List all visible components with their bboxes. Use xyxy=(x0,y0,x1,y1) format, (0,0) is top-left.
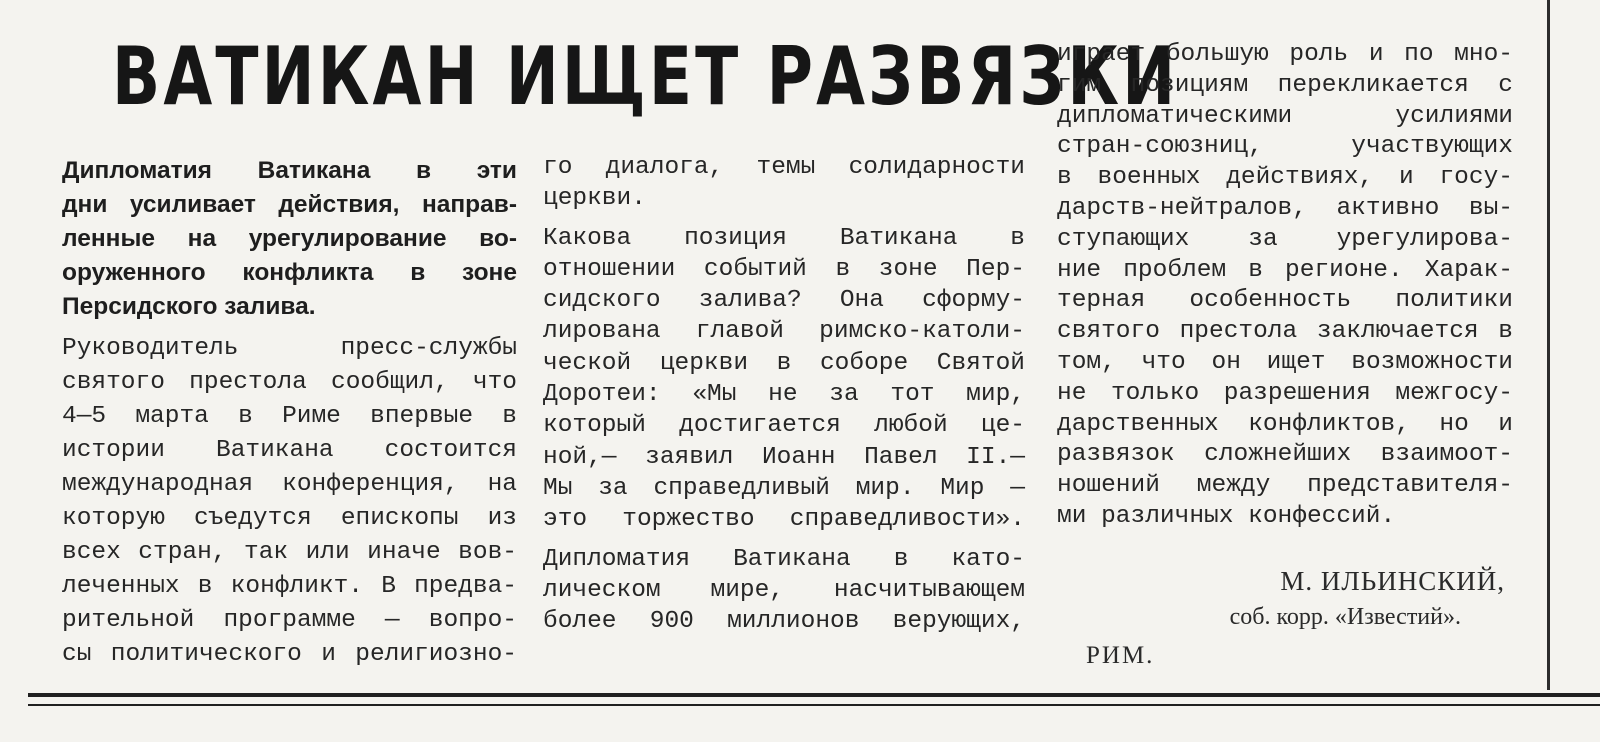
author-name: М. ИЛЬИНСКИЙ, xyxy=(1280,566,1505,596)
article-headline: ВАТИКАН ИЩЕТ РАЗВЯЗКИ xyxy=(112,30,1179,123)
text-line: Какова позиция Ватикана в xyxy=(543,224,1025,252)
text-line: более 900 миллионов верующих, xyxy=(543,608,1025,636)
text-line: ной,— заявил Иоанн Павел II.— xyxy=(543,443,1025,471)
text-line: церкви. xyxy=(543,185,646,213)
text-line: Персидского залива. xyxy=(62,293,316,320)
text-line: ческой церкви в соборе Святой xyxy=(543,349,1025,377)
text-line: сы политического и религиозно- xyxy=(62,641,517,668)
text-line: святого престола сообщил, что xyxy=(62,369,517,396)
bottom-rule-thin xyxy=(28,704,1600,706)
column-1 xyxy=(62,154,517,672)
text-line: стран-союзниц, участвующих xyxy=(1057,133,1513,161)
text-line: международная конференция, на xyxy=(62,471,517,498)
text-line: леченных в конфликт. В предва- xyxy=(62,573,517,600)
text-line: развязок сложнейших взаимоот- xyxy=(1057,441,1513,469)
text-line: Руководитель пресс-службы xyxy=(62,335,517,362)
text-line: дарств-нейтралов, активно вы- xyxy=(1057,194,1513,222)
text-line: которую съедутся епископы из xyxy=(62,505,517,532)
text-line: го диалога, темы солидарности xyxy=(543,154,1025,181)
text-line: дипломатическими усилиями xyxy=(1057,102,1513,130)
text-line: том, что он ищет возможности xyxy=(1057,348,1513,376)
text-line: всех стран, так или иначе вов- xyxy=(62,539,517,566)
dateline-city: РИМ. xyxy=(1086,642,1155,669)
text-line: не только разрешения межгосу- xyxy=(1057,379,1513,407)
column-2 xyxy=(543,152,1025,637)
text-line: лическом мире, насчитывающем xyxy=(543,576,1025,604)
text-line: терная особенность политики xyxy=(1057,287,1513,315)
text-line: гим позициям перекликается с xyxy=(1057,71,1513,99)
text-line: Дипломатия Ватикана в като- xyxy=(543,545,1025,573)
body-paragraph xyxy=(543,223,1025,536)
text-line: оруженного конфликта в зоне xyxy=(62,259,517,286)
body-paragraph xyxy=(62,332,517,672)
text-line: ношений между представителя- xyxy=(1057,472,1513,500)
text-line: рительной программе — вопро- xyxy=(62,607,517,634)
body-paragraph xyxy=(543,544,1025,638)
bottom-rule xyxy=(28,693,1600,697)
text-line: дарственных конфликтов, но и xyxy=(1057,410,1513,438)
text-line: отношении событий в зоне Пер- xyxy=(543,255,1025,283)
text-line: Дипломатия Ватикана в эти xyxy=(62,157,517,184)
text-line: дни усиливает действия, направ- xyxy=(62,191,517,218)
column-divider xyxy=(1547,0,1550,690)
text-line: играет большую роль и по мно- xyxy=(1057,41,1513,68)
text-line: 4—5 марта в Риме впервые в xyxy=(62,403,517,430)
text-line: Мы за справедливый мир. Мир — xyxy=(543,474,1025,502)
text-line: ние проблем в регионе. Харак- xyxy=(1057,256,1513,284)
text-line: в военных действиях, и госу- xyxy=(1057,164,1513,192)
text-line: ленные на урегулирование во- xyxy=(62,225,517,252)
body-paragraph xyxy=(543,152,1025,215)
text-line: святого престола заключается в xyxy=(1057,318,1513,346)
text-line: лирована главой римско-католи- xyxy=(543,318,1025,346)
lead-paragraph xyxy=(62,154,517,324)
text-line: истории Ватикана состоится xyxy=(62,437,517,464)
text-line: ступающих за урегулирова- xyxy=(1057,225,1513,253)
text-line: Доротеи: «Мы не за тот мир, xyxy=(543,381,1025,409)
text-line: который достигается любой це- xyxy=(543,412,1025,440)
author-role: соб. корр. «Известий». xyxy=(1229,604,1461,630)
text-line: это торжество справедливости». xyxy=(543,506,1025,534)
text-line: ми различных конфессий. xyxy=(1057,502,1396,530)
text-line: сидского залива? Она сформу- xyxy=(543,287,1025,315)
column-3 xyxy=(1057,40,1513,533)
